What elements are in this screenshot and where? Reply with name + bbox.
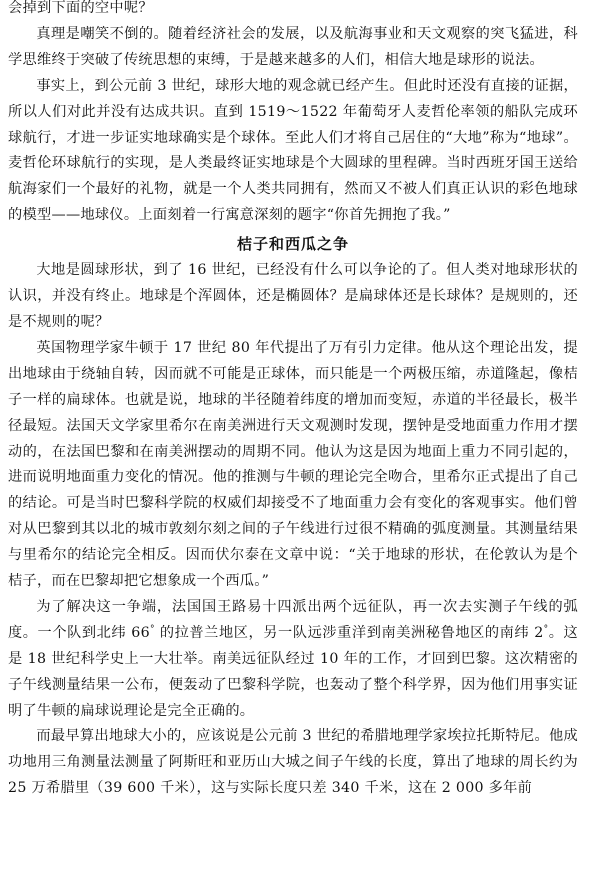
paragraph-expeditions (8, 595, 578, 725)
paragraph-earth-shape: 大地是圆球形状，到了 16 世纪，已经没有什么可以争论的了。但人类对地球形状的认识，并没有终止。地球是个浑圆体，还是椭圆体？是扁球体还是长球体？是规则的，还是不规则的呢？ (8, 262, 578, 330)
degree-sign: ° (543, 624, 549, 635)
paragraph-newton: 英国物理学家牛顿于 17 世纪 80 年代提出了万有引力定律。他从这个理论出发，提出地球由于绕轴自转，因而就不可能是正球体，而只能是一个两极压缩，赤道隆起，像桔子一样的扁球体。也就是说，地球的半径随着纬度的增加而变短，赤道的半径最长，极半径最短。法国天文学家里希尔在南美洲进行天文观测时发现，摆钟是受地面重力作用才摆动的，在法国巴黎和在南美洲摆动的周期不同。他认为这是因为地面上重力不同引起的，进而说明地面重力变化的情况。他的推测与牛顿的理论完全吻合，里希尔正式提出了自己的结论。可是当时巴黎科学院的权威们却接受不了地面重力会有变化的客观事实。他们曾对从巴黎到其以北的城市敦刻尔刻之间的子午线进行过很不精确的弧度测量。其测量结果与里希尔的结论完全相反。因而伏尔泰在文章中说：“关于地球的形状，在伦敦认为是个桔子，而在巴黎却把它想象成一个西瓜。” (8, 339, 578, 590)
expeditions-text-3: 。这是 18 世纪科学史上一大壮举。南美远征队经过 10 年的工作，才回到巴黎。这次精密的子午线测量结果一公布，便轰动了巴黎科学院，也轰动了整个科学界，因为他们用事实证明了牛顿的扁球说理论是完全正确的。 (8, 624, 579, 719)
paragraph-intro-end: 会掉到下面的空中呢？ (8, 0, 153, 16)
expeditions-text-2: 的拉普兰地区，另一队远涉重洋到南美洲秘鲁地区的南纬 2 (154, 624, 544, 641)
paragraph-truth: 真理是嘲笑不倒的。随着经济社会的发展，以及航海事业和天文观察的突飞猛进，科学思维终于突破了传统思想的束缚，于是越来越多的人们，相信大地是球形的说法。 (8, 25, 578, 68)
expeditions-text-1: 为了解决这一争端，法国国王路易十四派出两个远征队，再一次去实测子午线的弧度。一个队到北纬 66 (8, 598, 578, 641)
paragraph-eratosthenes: 而最早算出地球大小的，应该说是公元前 3 世纪的希腊地理学家埃拉托斯特尼。他成功地用三角测量法测量了阿斯旺和亚历山大城之间子午线的长度，算出了地球的周长约为 25 万希腊里（39 600 千米），这与实际长度只差 340 千米，这在 2 000 多年前 (8, 728, 578, 797)
paragraph-magellan: 事实上，到公元前 3 世纪，球形大地的观念就已经产生。但此时还没有直接的证据，所以人们对此并没有达成共识。直到 1519～1522 年葡萄牙人麦哲伦率领的船队完成环球航行，才进一步证实地球确实是个球体。至此人们才将自己居住的“大地”称为“地球”。麦哲伦环球航行的实现，是人类最终证实地球是个大圆球的里程碑。当时西班牙国王送给航海家们一个最好的礼物，就是一个人类共同拥有，然而又不被人们真正认识的彩色地球的模型——地球仪。上面刻着一行寓意深刻的题字“你首先拥抱了我。” (8, 77, 578, 224)
degree-sign: ° (149, 624, 155, 635)
section-heading: 桔子和西瓜之争 (236, 235, 349, 254)
